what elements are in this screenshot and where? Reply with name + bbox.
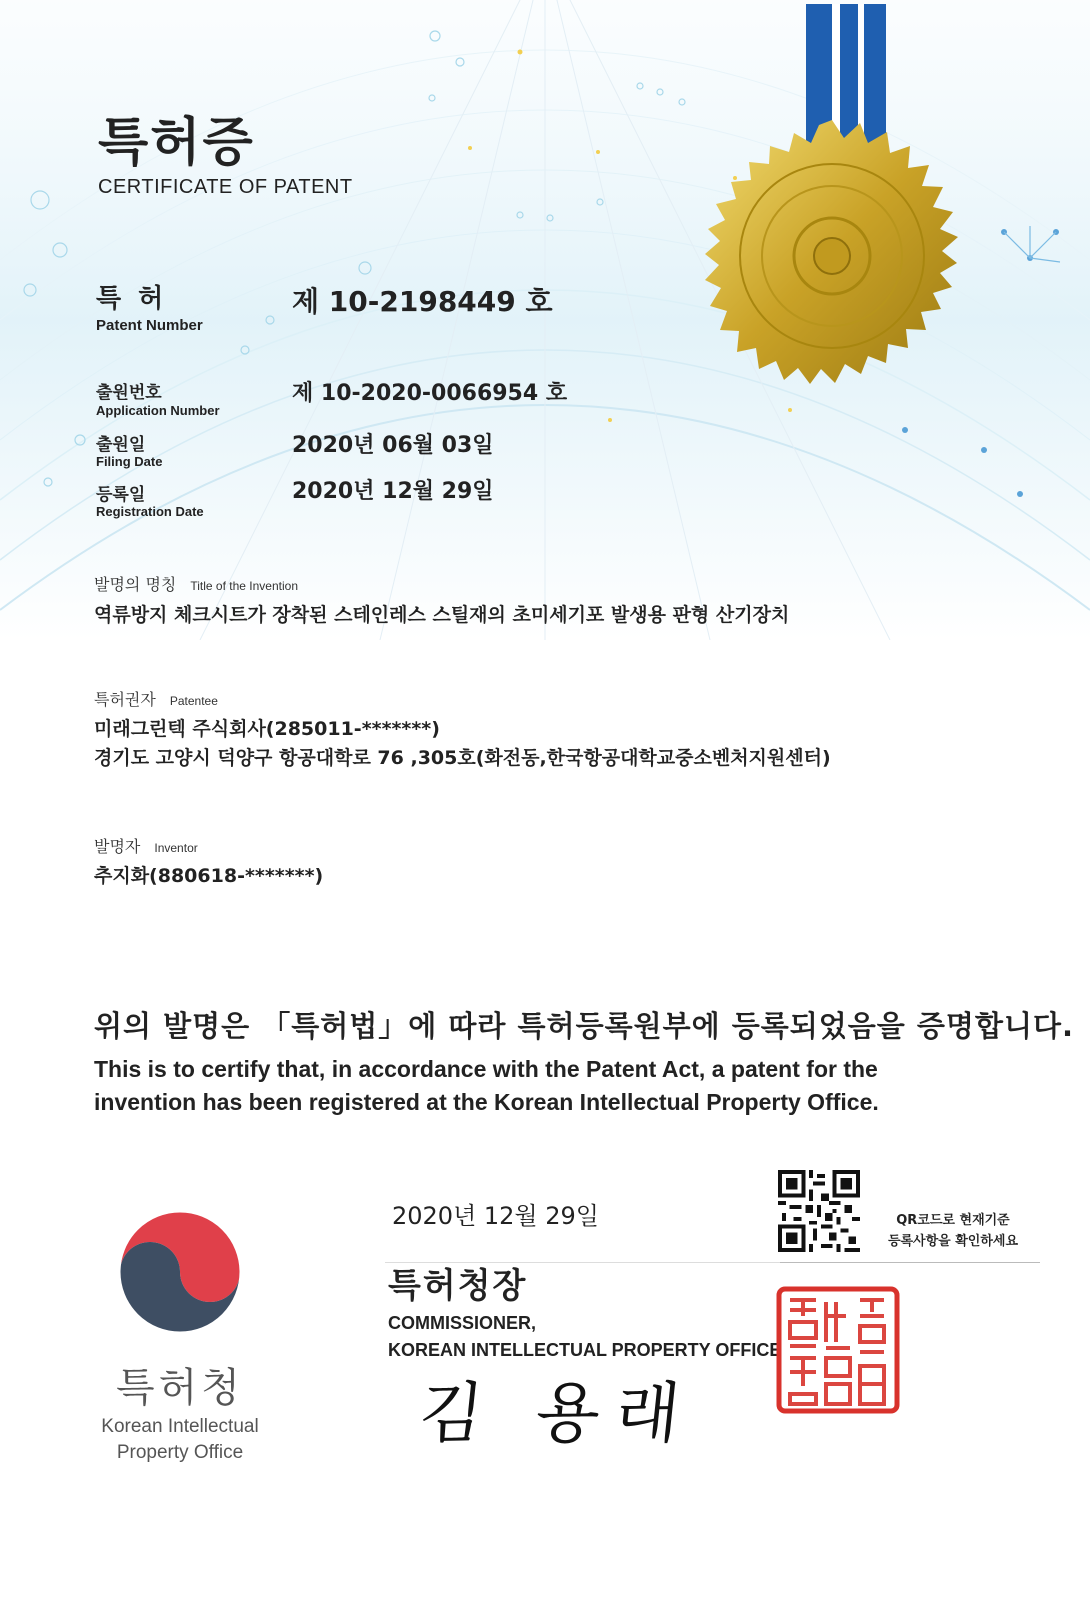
office-name-en xyxy=(80,1414,280,1466)
registration-date-label: 등록일 xyxy=(96,485,146,505)
patentee-name: 미래그린텍 주식회사(285011-*******) xyxy=(94,718,440,740)
office-name-en-line2: Property Office xyxy=(116,1442,244,1463)
invention-title-label: 발명의 명칭 xyxy=(94,575,177,594)
patent-number-value: 제 10-2198449 호 xyxy=(292,285,553,318)
filing-date-value: 2020년 06월 03일 xyxy=(292,433,494,458)
inventor-label-en: Inventor xyxy=(154,841,198,855)
commissioner-en-line1: COMMISSIONER, xyxy=(388,1313,537,1333)
statement-ko: 위의 발명은 「특허법」에 따라 특허등록원부에 등록되었음을 증명합니다. xyxy=(94,1009,1075,1043)
inventor-label: 발명자 xyxy=(94,837,141,856)
qr-code[interactable] xyxy=(778,1170,860,1252)
application-number-label-en: Application Number xyxy=(96,403,220,418)
invention-title-label-en: Title of the Invention xyxy=(190,579,298,593)
patentee-label: 특허권자 xyxy=(94,690,156,709)
invention-title-value: 역류방지 체크시트가 장착된 스테인레스 스틸재의 초미세기포 발생용 판형 산기장치 xyxy=(94,604,790,626)
inventor-heading xyxy=(94,834,198,857)
patentee-address: 경기도 고양시 덕양구 항공대학로 76 ,305호(화전동,한국항공대학교중소벤처지원센터) xyxy=(94,747,831,769)
qr-divider xyxy=(780,1262,1040,1263)
patentee-label-en: Patentee xyxy=(169,694,218,708)
filing-date-label: 출원일 xyxy=(96,435,146,455)
invention-title-heading xyxy=(94,572,298,595)
registration-date-value: 2020년 12월 29일 xyxy=(292,479,494,504)
patent-number-label: 특 허 xyxy=(96,284,168,314)
statement-en-line2: invention has been registered at the Korean Intellectual Property Office. xyxy=(94,1089,879,1115)
certificate-title: 특허증 xyxy=(98,113,255,173)
official-seal-stamp xyxy=(776,1286,900,1414)
statement-en xyxy=(94,1053,879,1119)
office-name-ko: 특허청 xyxy=(116,1365,244,1411)
commissioner-title: 특허청장 xyxy=(388,1266,528,1306)
application-number-label: 출원번호 xyxy=(96,383,162,403)
office-name-en-line1: Korean Intellectual xyxy=(101,1416,259,1437)
qr-note xyxy=(868,1210,1038,1252)
patent-number-label-en: Patent Number xyxy=(96,317,203,334)
taegeuk-logo-icon xyxy=(116,1208,244,1336)
filing-date-label-en: Filing Date xyxy=(96,454,163,469)
patentee-heading xyxy=(94,687,218,710)
registration-date-label-en: Registration Date xyxy=(96,504,204,519)
inventor-name: 추지화(880618-*******) xyxy=(94,865,324,887)
application-number-value: 제 10-2020-0066954 호 xyxy=(292,381,568,406)
commissioner-title-en xyxy=(388,1310,781,1364)
commissioner-signature: 김 용래 xyxy=(415,1375,700,1452)
commissioner-en-line2: KOREAN INTELLECTUAL PROPERTY OFFICE xyxy=(388,1340,782,1360)
qr-note-line2: 등록사항을 확인하세요 xyxy=(887,1234,1019,1249)
issue-date: 2020년 12월 29일 xyxy=(392,1202,599,1230)
qr-note-line1: QR코드로 현재기준 xyxy=(896,1213,1010,1228)
certificate-subtitle: CERTIFICATE OF PATENT xyxy=(98,176,353,198)
statement-en-line1: This is to certify that, in accordance with the Patent Act, a patent for the xyxy=(94,1056,878,1082)
